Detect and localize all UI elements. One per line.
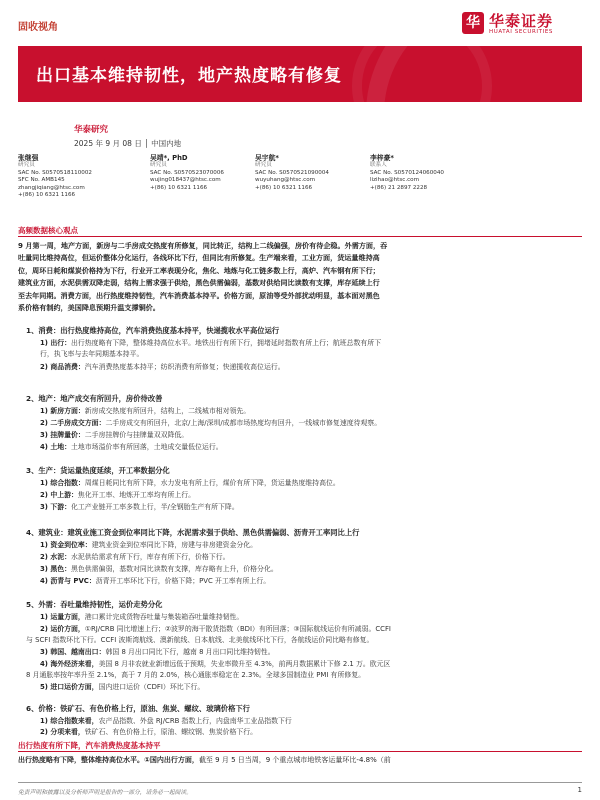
- list-item: [40, 478, 340, 489]
- item-label: 2) 水泥：: [40, 553, 72, 561]
- list-item: [40, 430, 188, 441]
- body-lead: 出行热度略有下降，整体维持高位水平。①国内出行方面，: [18, 756, 199, 764]
- list-item: [40, 727, 257, 738]
- item-text: 港口累计完成货物吞吐量与集装箱吞吐量维持韧性。: [84, 613, 244, 621]
- list-item: [40, 490, 195, 501]
- summary-line: 至去年同期。消费方面，出行热度维持韧性，汽车消费基本持平。价格方面，原油等受外部扰动明显，基本面对黑色: [18, 290, 380, 300]
- analyst-role: 研究员: [150, 162, 167, 169]
- list-item: [40, 442, 223, 453]
- item-label: 3) 下游：: [40, 503, 72, 511]
- analyst-name: 吴宇航*: [255, 154, 279, 162]
- summary-line: 位，周环日耗和煤炭价格持为下行，行业开工率表现分化，焦化、地炼与化工链多数上行，高炉、汽车钢有所下行；: [18, 265, 380, 275]
- list-item: [40, 716, 292, 727]
- analyst-card: [18, 155, 153, 199]
- list-item: [40, 418, 381, 429]
- list-item: [40, 576, 270, 587]
- analyst-phone: +(86) 10 6321 1166: [18, 192, 76, 199]
- item-label: 2) 二手房成交方面：: [40, 419, 106, 427]
- report-date: 2025 年 9 月 08 日 │ 中国内地: [74, 139, 182, 148]
- list-item: [40, 362, 285, 373]
- list-item: [40, 659, 390, 670]
- item-label: 1) 综合指数来看，: [40, 717, 99, 725]
- list-item: [40, 502, 239, 513]
- item-label: 2) 运价方面，: [40, 625, 85, 633]
- item-label: 4) 土地：: [40, 443, 72, 451]
- analyst-sac: SAC No. S0570523070006: [150, 169, 224, 176]
- section-heading-prices: 6、价格：铁矿石、有色价格上行，原油、焦炭、螺纹、玻璃价格下行: [26, 704, 250, 713]
- list-item: [26, 635, 373, 646]
- item-text: 二手房挂牌价与挂牌量双双降低。: [84, 431, 189, 439]
- analyst-phone: +(86) 10 6321 1166: [255, 184, 313, 191]
- footer-disclaimer: 免责声明和披露以及分析师声明是报告的一部分，请务必一起阅读。: [18, 790, 192, 796]
- item-text: 与 SCFI 指数环比下行。CCFI 波斯湾航线、澳新航线、日本航线、北美航线环比下行，各航线运价同比略有修复。: [26, 636, 374, 644]
- item-label: 1) 运量方面，: [40, 613, 85, 621]
- list-item: [40, 624, 391, 635]
- item-label: 1) 出行：: [40, 339, 72, 347]
- item-text: 黑色供需偏弱，基数对同比读数有支撑，库存略有上升，价格分化。: [71, 565, 278, 573]
- section-divider: [18, 236, 582, 237]
- section-heading-production: 3、生产：货运量热度延续，开工率数据分化: [26, 466, 170, 475]
- item-label: 5) 进口运价方面，: [40, 683, 99, 691]
- item-text: 汽车消费热度基本持平；纺织消费有所修复；快递揽收高位运行。: [84, 363, 285, 371]
- item-text: 新房成交热度有所回升，结构上，二线城市相对领先。: [84, 407, 251, 415]
- item-text: 建筑业资金到位率同比下降，房建与非房建资金分化。: [91, 541, 258, 549]
- body-paragraph: [18, 755, 391, 765]
- page-number: 1: [577, 786, 582, 794]
- item-label: 2) 分项来看，: [40, 728, 85, 736]
- item-text: 出行热度略有下降，整体维持高位水平。地铁出行有所下行，拥堵延时指数有所上行；航班总数有所下: [71, 339, 382, 347]
- summary-line: 吐量同比维持高位，但运价整体分化运行，各线环比下行，但同比有所修复。生产端来看，工业方面，货运量维持高: [18, 253, 380, 263]
- list-item: [40, 540, 257, 551]
- item-text: 韩国 8 月出口同比下行，越南 8 月出口同比维持韧性。: [105, 648, 275, 656]
- list-item: [40, 682, 204, 693]
- item-label: 2) 中上游：: [40, 491, 78, 499]
- list-item: [40, 349, 143, 360]
- analyst-email[interactable]: wujing018437@htsc.com: [150, 177, 221, 184]
- item-label: 1) 资金到位率：: [40, 541, 92, 549]
- item-text: 美国 8 月非农就业新增远低于预期，失业率微升至 4.3%，前两月数据累计下修 2.1 万。欧元区: [98, 660, 391, 668]
- item-text: 焦化开工率、地炼开工率均有所上行。: [77, 491, 196, 499]
- section-heading-external-demand: 5、外需：吞吐量维持韧性，运价走势分化: [26, 600, 163, 609]
- report-title: 出口基本维持韧性，地产热度略有修复: [36, 66, 342, 86]
- analyst-role: 联系人: [370, 162, 387, 169]
- analyst-name: 李梓豪*: [370, 154, 394, 162]
- analyst-name: 张继强: [18, 154, 39, 162]
- item-text: 农产品指数、外盘 RJ/CRB 指数上行，内盘南华工业品指数下行: [98, 717, 292, 725]
- list-item: [40, 552, 230, 563]
- logo-english-name: HUATAI SECURITIES: [489, 29, 553, 35]
- huatai-logo: [462, 8, 582, 42]
- item-text: 土地市场溢价率有所回落，土地成交量低位运行。: [71, 443, 223, 451]
- item-label: 2) 商品消费：: [40, 363, 85, 371]
- logo-mark-icon: 华: [462, 12, 484, 34]
- banner-decoration: [352, 46, 492, 102]
- item-label: 1) 综合指数：: [40, 479, 85, 487]
- item-label: 3) 挂牌量价：: [40, 431, 85, 439]
- summary-line: 系价格有制约，美国降息预期升温支撑铜价。: [18, 303, 160, 313]
- footer-divider: [18, 782, 582, 783]
- summary-line: 建筑业方面，水泥供需双降走弱，结构上需求强于供给，黑色供需偏弱，基数对供给同比读数有支撑，库存延续上行: [18, 278, 380, 288]
- section-heading-construction: 4、建筑业：建筑业施工资金到位率同比下降，水泥需求强于供给、黑色供需偏弱、沥青开工率同比上行: [26, 528, 360, 537]
- item-text: 周煤日耗同比有所下降，水力发电有所上行，煤价有所下降，货运量热度维持高位。: [84, 479, 340, 487]
- section-heading-property: 2、地产：地产成交有所回升，房价待改善: [26, 394, 163, 403]
- analyst-role: 研究员: [255, 162, 272, 169]
- item-text: 二手房成交有所回升，北京/上海/深圳/成都市场热度均有回升，一线城市修复速度待观察。: [105, 419, 382, 427]
- analyst-sac: SAC No. S0570518110002: [18, 169, 92, 176]
- analyst-sac: SAC No. S0570521090004: [255, 169, 329, 176]
- list-item: [40, 612, 243, 623]
- item-label: 4) 海外经济来看，: [40, 660, 99, 668]
- item-label: 1) 新房方面：: [40, 407, 85, 415]
- analyst-email[interactable]: zhangjiqiang@htsc.com: [18, 184, 85, 191]
- item-text: 8 月通胀率按年率升至 2.1%，高于 7 月的 2.0%，核心通胀率稳定在 2.3%。全球多国制造业 PMI 有所修复。: [26, 671, 366, 679]
- body-text: 截至 9 月 5 日当周，9 个重点城市地铁客运量环比-4.8%（前: [198, 756, 391, 764]
- analyst-email[interactable]: wuyuhang@htsc.com: [255, 177, 316, 184]
- item-text: 铁矿石、有色价格上行，原油、螺纹钢、焦炭价格下行。: [84, 728, 258, 736]
- list-item: [26, 670, 365, 681]
- item-text: ①RJ/CRB 同比增速上行；②波罗的海干散货指数（BDI）有所回落；③国际航线运价有所减弱。CCFI: [84, 625, 391, 633]
- item-text: 行，执飞率与去年同期基本持平。: [40, 350, 144, 358]
- analyst-sac: SAC No. S0570124060040: [370, 169, 444, 176]
- item-text: 国内进口运价（CDFI）环比下行。: [98, 683, 205, 691]
- item-label: 3) 黑色：: [40, 565, 72, 573]
- analyst-phone: +(86) 10 6321 1166: [150, 184, 208, 191]
- analyst-phone: +(86) 21 2897 2228: [370, 184, 428, 191]
- analyst-sfc: SFC No. AMB145: [18, 177, 65, 184]
- item-label: 3) 韩国、越南出口：: [40, 648, 106, 656]
- report-category-tag: 固收视角: [18, 22, 58, 33]
- summary-line: 9 月第一周，地产方面，新房与二手房成交热度有所修复，同比转正，结构上二线偏强，房价有待企稳。外需方面，吞: [18, 241, 388, 250]
- analyst-card: [370, 155, 505, 192]
- analyst-role: 研究员: [18, 162, 35, 169]
- list-item: [40, 564, 278, 575]
- title-banner: [18, 46, 582, 102]
- logo-chinese-name: 华泰证券: [489, 12, 554, 30]
- summary-paragraph: [18, 240, 582, 314]
- item-text: 沥青开工率环比下行，价格下降；PVC 开工率有所上行。: [95, 577, 271, 585]
- item-text: 化工产业链开工率多数上行，半/全钢胎生产有所下降。: [71, 503, 239, 511]
- summary-section-label: 高频数据核心观点: [18, 226, 78, 235]
- list-item: [40, 406, 250, 417]
- section-heading-consumption: 1、消费：出行热度维持高位，汽车消费热度基本持平，快递揽收水平高位运行: [26, 326, 280, 335]
- analyst-name: 吴靖*, PhD: [150, 154, 188, 162]
- item-text: 水泥供给需求有所下行，库存有所下行，价格下行。: [71, 553, 230, 561]
- section-divider: [18, 751, 582, 752]
- list-item: [40, 338, 381, 349]
- body-section-label: 出行热度有所下降，汽车消费热度基本持平: [18, 741, 161, 750]
- analyst-email[interactable]: lizihao@htsc.com: [370, 177, 420, 184]
- item-label: 4) 沥青与 PVC：: [40, 577, 96, 585]
- list-item: [40, 647, 275, 658]
- research-org: 华泰研究: [74, 125, 109, 135]
